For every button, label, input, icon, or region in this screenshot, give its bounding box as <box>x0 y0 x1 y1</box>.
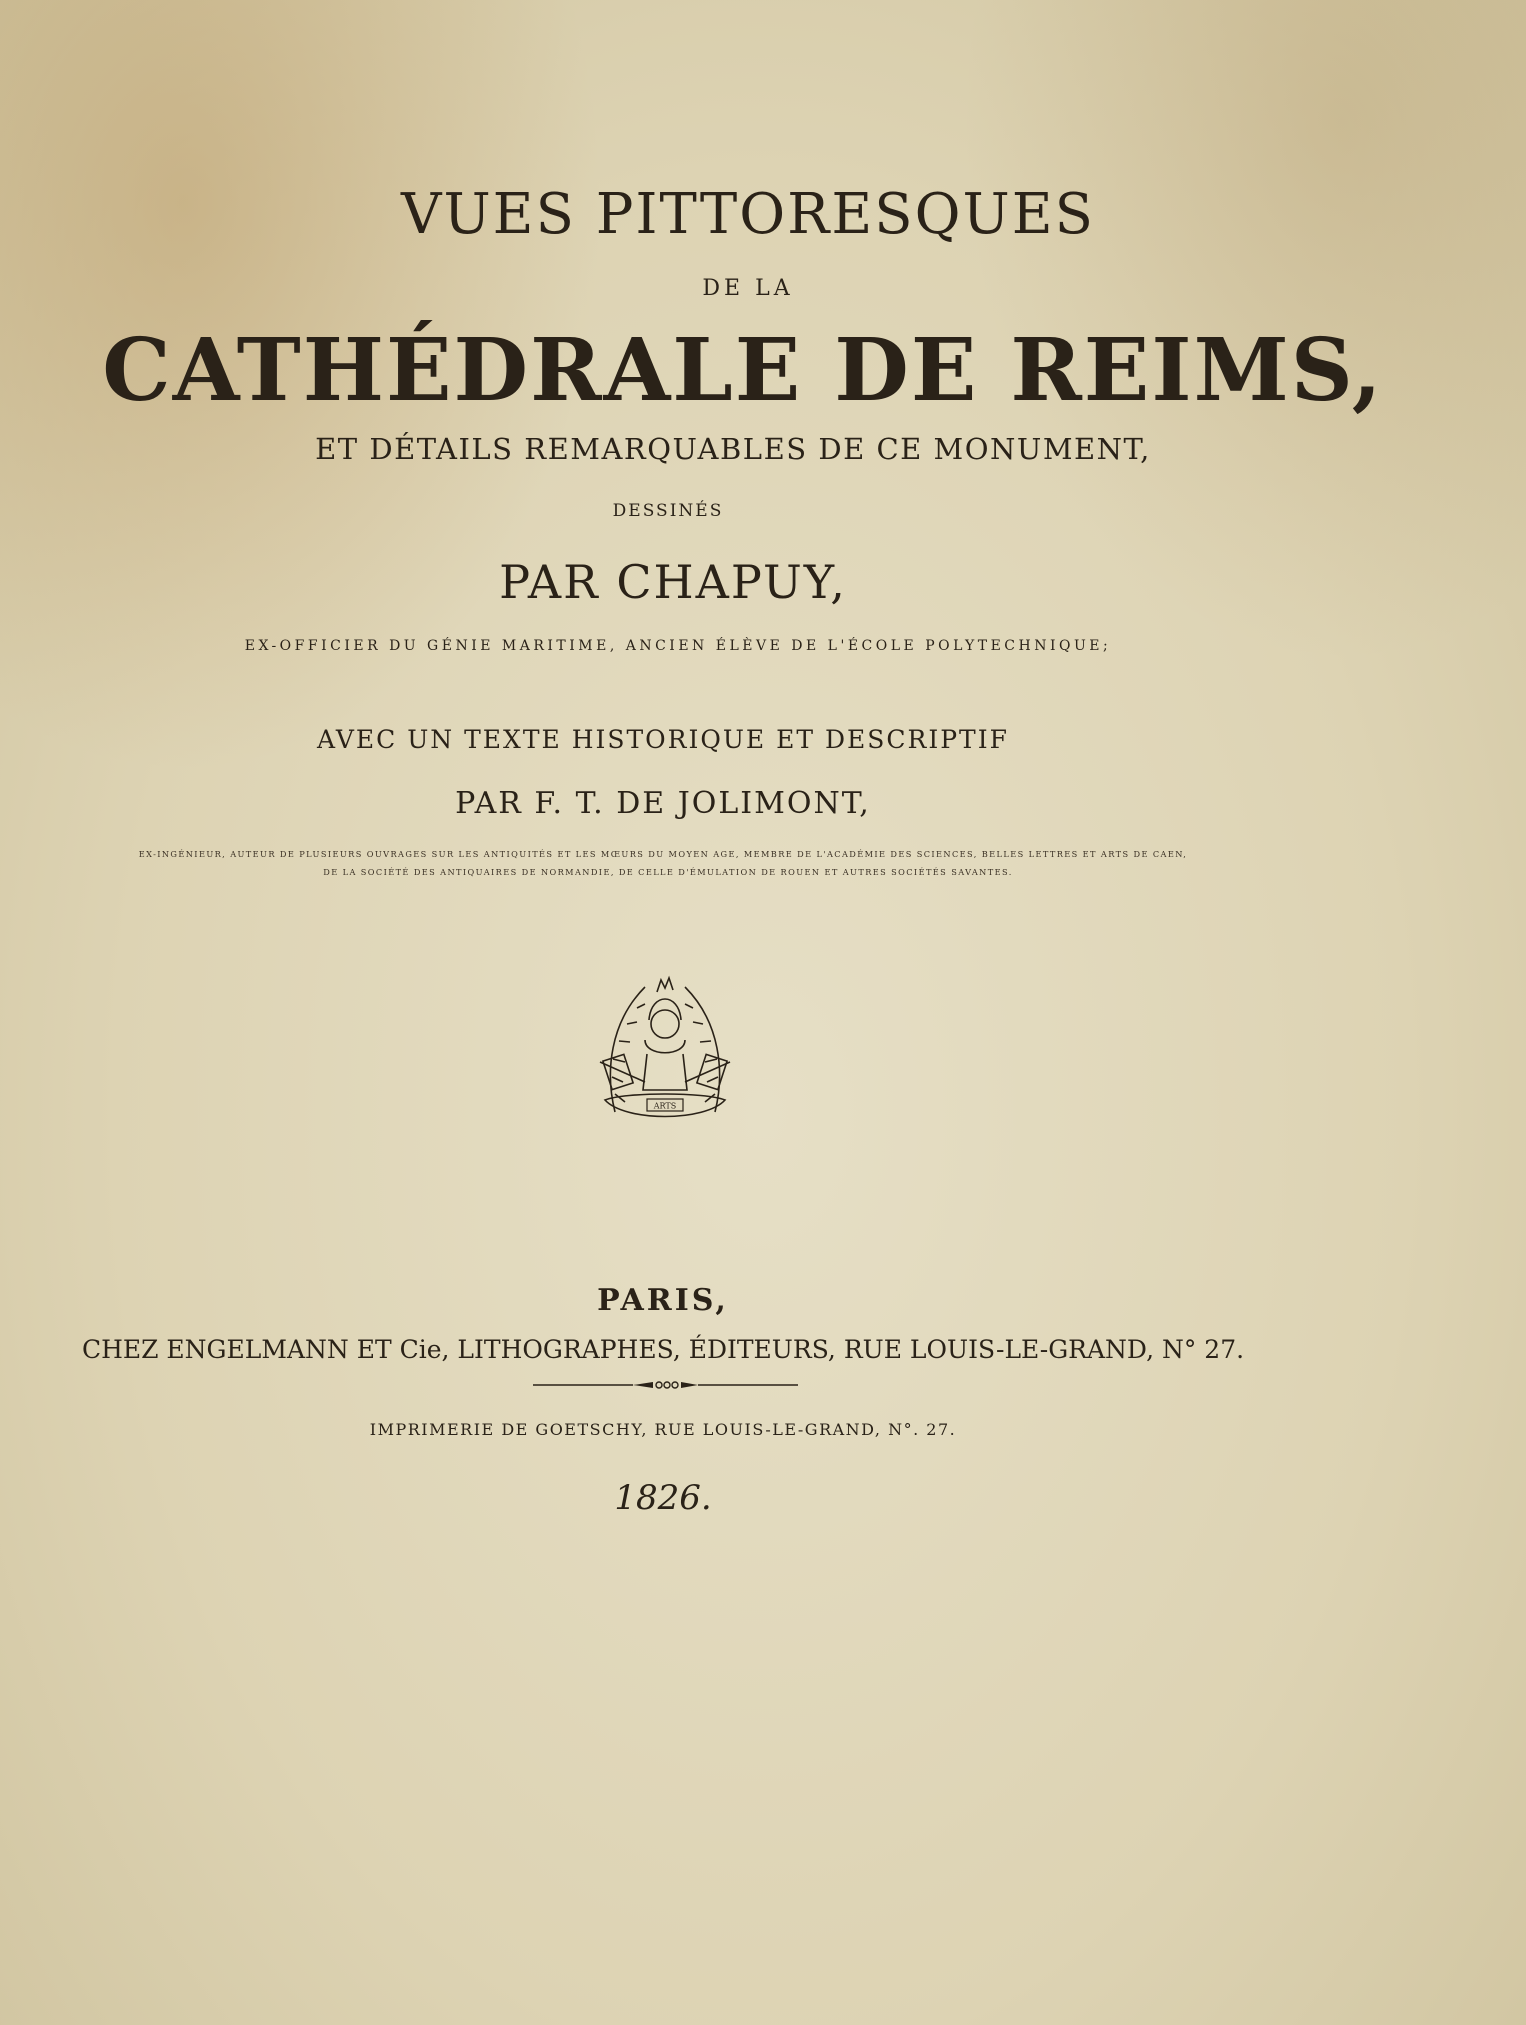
artist-credentials: EX-OFFICIER DU GÉNIE MARITIME, ANCIEN ÉLÈVE DE L'ÉCOLE POLYTECHNIQUE; <box>244 638 1112 654</box>
author-name: PAR F. T. DE JOLIMONT, <box>455 786 871 821</box>
author-credentials-line-1: EX-INGÉNIEUR, AUTEUR DE PLUSIEURS OUVRAGES SUR LES ANTIQUITÉS ET LES MŒURS DU MOYEN AGE, MEMBRE DE L'ACADÉMIE DES SCIENCES, BELLES LETTRES ET ARTS DE CAEN, <box>138 849 1188 859</box>
title-line-1: VUES PITTORESQUES <box>401 182 1095 247</box>
artist-name: PAR CHAPUY, <box>499 555 847 609</box>
imprint-city: PARIS, <box>597 1283 729 1318</box>
vignette-label: ARTS <box>653 1101 677 1111</box>
imprint-year: 1826. <box>614 1478 712 1518</box>
ornamental-rule <box>533 1378 798 1392</box>
allegorical-vignette <box>585 962 745 1132</box>
title-connector: DE LA <box>702 276 794 301</box>
author-credentials-line-2: DE LA SOCIÉTÉ DES ANTIQUAIRES DE NORMANDIE, DE CELLE D'ÉMULATION DE ROUEN ET AUTRES SOCIÉTÉS SAVANTES. <box>323 867 1013 877</box>
text-description: AVEC UN TEXTE HISTORIQUE ET DESCRIPTIF <box>317 725 1009 754</box>
subtitle: ET DÉTAILS REMARQUABLES DE CE MONUMENT, <box>315 432 1151 466</box>
imprint-printer: IMPRIMERIE DE GOETSCHY, RUE LOUIS-LE-GRAND, N°. 27. <box>369 1420 957 1439</box>
drawn-by-label: DESSINÉS <box>612 501 724 521</box>
title-line-2: CATHÉDRALE DE REIMS, <box>102 320 1384 421</box>
imprint-publisher: CHEZ ENGELMANN ET Cie, LITHOGRAPHES, ÉDITEURS, RUE LOUIS-LE-GRAND, N° 27. <box>81 1335 1245 1364</box>
